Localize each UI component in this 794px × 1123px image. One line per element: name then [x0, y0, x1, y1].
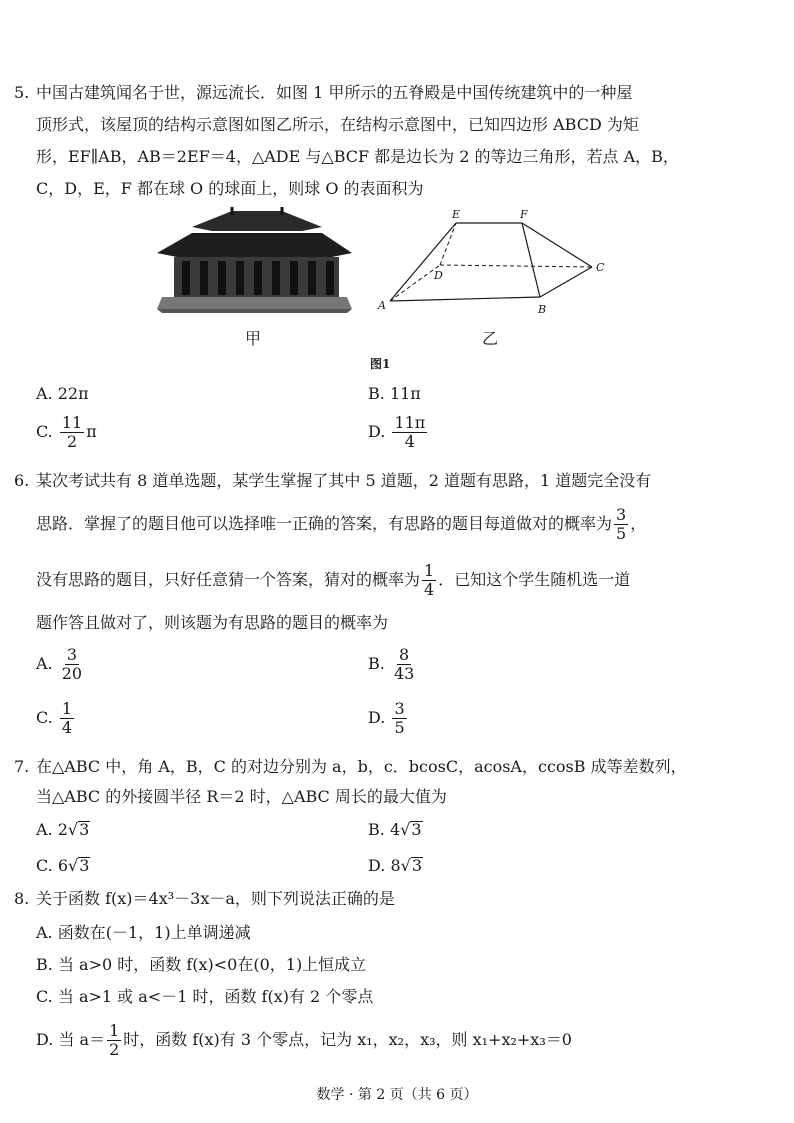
fraction [422, 562, 436, 599]
q8-option-d[interactable] [36, 1022, 572, 1059]
fraction [60, 700, 74, 737]
numerator: 8 [399, 645, 410, 664]
point-label-C: C [596, 261, 605, 274]
edge-BF [522, 223, 540, 297]
q6-option-c[interactable] [36, 700, 76, 737]
radicand: 3 [411, 820, 422, 839]
option-label: B. [368, 654, 385, 673]
numerator: 1 [61, 699, 73, 718]
q7-option-d[interactable]: D. 8√3 [368, 856, 423, 875]
option-label: B. [368, 820, 385, 839]
q6-line-3 [36, 560, 630, 600]
q5-option-a[interactable] [36, 384, 89, 403]
q8-stem: 关于函数 f(x)＝4x³－3x－a，则下列说法正确的是 [36, 889, 395, 908]
denominator: 4 [424, 580, 435, 599]
option-suffix: π [86, 422, 97, 441]
coefficient: 8 [390, 856, 401, 875]
numerator: 3 [394, 699, 405, 718]
page-footer: 数学 · 第 2 页（共 6 页） [316, 1087, 478, 1103]
option-label: D. [36, 1030, 54, 1049]
denominator: 4 [404, 432, 415, 451]
fraction [392, 700, 406, 737]
point-label-D: D [434, 269, 443, 282]
q6-option-a[interactable] [36, 646, 86, 683]
denominator: 4 [61, 718, 73, 737]
numerator: 11 [61, 413, 83, 432]
denominator: 2 [66, 432, 78, 451]
option-text: 22π [57, 384, 89, 403]
radicand: 3 [79, 820, 90, 839]
q5-line-2: 顶形式，该屋顶的结构示意图如图乙所示，在结构示意图中，已知四边形 ABCD 为矩 [36, 115, 639, 134]
coefficient: 6 [57, 856, 69, 875]
fraction [60, 646, 84, 683]
radicand: 3 [79, 856, 90, 875]
q5-option-c[interactable] [36, 414, 97, 451]
q6-option-d[interactable] [368, 700, 409, 737]
numerator: 11π [394, 413, 426, 432]
edge-DC [440, 265, 592, 267]
figure-title: 图1 [370, 357, 391, 371]
denominator: 5 [616, 524, 627, 543]
option-label: C. [36, 856, 53, 875]
edge-CF [522, 223, 592, 267]
coefficient: 4 [389, 820, 401, 839]
option-label: B. [36, 955, 53, 974]
numerator: 3 [616, 505, 627, 524]
fraction [60, 414, 84, 451]
figure-label-yi: 乙 [482, 329, 499, 348]
q7-text-1: 在△ABC 中，角 A，B，C 的对边分别为 a，b，c．bcosC，acosA，ccosB 成等差数列， [36, 757, 687, 776]
q6-text-2: 思路．掌握了的题目他可以选择唯一正确的答案，有思路的题目每道做对的概率为 [36, 514, 613, 533]
q7-number: 7. [14, 757, 30, 776]
edge-AD [390, 265, 440, 301]
figure-jia-building [152, 205, 357, 315]
option-text: 11π [389, 384, 421, 403]
option-label: A. [36, 923, 53, 942]
fraction [107, 1022, 121, 1059]
option-text-pre: 当 a＝ [58, 1030, 106, 1049]
q6-line-1 [14, 470, 651, 492]
option-label: D. [368, 856, 386, 875]
q8-number: 8. [14, 889, 30, 908]
figure-label-jia: 甲 [245, 329, 262, 348]
q7-option-a[interactable]: A. 2√3 [36, 820, 90, 839]
fraction [614, 506, 628, 543]
point-label-F: F [520, 208, 528, 221]
option-label: D. [368, 708, 386, 727]
q5-line-1 [14, 82, 632, 104]
q6-line-2 [36, 504, 646, 544]
numerator: 1 [424, 561, 435, 580]
q5-line-4: C，D，E，F 都在球 O 的球面上，则球 O 的表面积为 [36, 179, 424, 198]
fraction [392, 646, 416, 683]
q7-line-1 [14, 756, 687, 778]
edge-DE [440, 223, 456, 265]
q5-text-1: 中国古建筑闻名于世，源远流长．如图 1 甲所示的五脊殿是中国传统建筑中的一种屋 [36, 83, 633, 102]
q8-line-1 [14, 888, 395, 910]
edge-AE [390, 223, 456, 301]
denominator: 2 [109, 1040, 120, 1059]
q8-option-c[interactable] [36, 984, 373, 1007]
q6-text-3: 没有思路的题目，只好任意猜一个答案，猜对的概率为 [36, 570, 421, 589]
option-label: A. [36, 384, 53, 403]
option-text: 当 a>1 或 a<－1 时，函数 f(x)有 2 个零点 [57, 987, 374, 1006]
option-label: C. [36, 987, 53, 1006]
edge-AB [390, 297, 540, 301]
figure-yi-diagram [372, 205, 612, 320]
option-label: C. [36, 422, 53, 441]
q5-number: 5. [14, 83, 30, 102]
q5-line-3: 形，EF∥AB，AB＝2EF＝4，△ADE 与△BCF 都是边长为 2 的等边三角形，若点 A，B， [36, 147, 679, 166]
q6-option-b[interactable] [368, 646, 418, 683]
denominator: 5 [394, 718, 405, 737]
option-text-post: 时，函数 f(x)有 3 个零点，记为 x₁，x₂，x₃，则 x₁+x₂+x₃＝0 [123, 1030, 572, 1049]
q6-number: 6. [14, 471, 30, 490]
radicand: 3 [411, 856, 423, 875]
fraction [392, 414, 427, 451]
numerator: 1 [109, 1021, 120, 1040]
point-label-A: A [378, 299, 386, 312]
q7-line-2: 当△ABC 的外接圆半径 R＝2 时，△ABC 周长的最大值为 [36, 787, 447, 806]
option-text: 当 a>0 时，函数 f(x)<0在(0，1)上恒成立 [57, 955, 367, 974]
q8-option-a[interactable] [36, 920, 251, 943]
edge-BC [540, 267, 592, 297]
numerator: 3 [66, 645, 77, 664]
q6-text-3-end: ．已知这个学生随机选一道 [438, 570, 631, 589]
option-label: B. [368, 384, 385, 403]
q5-option-b[interactable] [368, 384, 421, 403]
option-label: C. [36, 708, 53, 727]
q6-line-4: 题作答且做对了，则该题为有思路的题目的概率为 [36, 613, 389, 632]
denominator: 43 [393, 664, 415, 683]
option-label: A. [36, 820, 53, 839]
option-text: 函数在(－1，1)上单调递减 [57, 923, 251, 942]
point-label-B: B [538, 303, 547, 316]
denominator: 20 [61, 664, 83, 683]
q6-text-1: 某次考试共有 8 道单选题，某学生掌握了其中 5 道题，2 道题有思路，1 道题完全没有 [36, 471, 652, 490]
q5-option-d[interactable] [368, 414, 429, 451]
q7-option-b[interactable]: B. 4√3 [368, 820, 422, 839]
q8-option-b[interactable] [36, 952, 366, 975]
option-label: A. [36, 654, 53, 673]
q6-text-2-end: ， [630, 514, 647, 533]
point-label-E: E [452, 208, 461, 221]
q7-option-c[interactable]: C. 6√3 [36, 856, 90, 875]
coefficient: 2 [57, 820, 68, 839]
option-label: D. [368, 422, 386, 441]
